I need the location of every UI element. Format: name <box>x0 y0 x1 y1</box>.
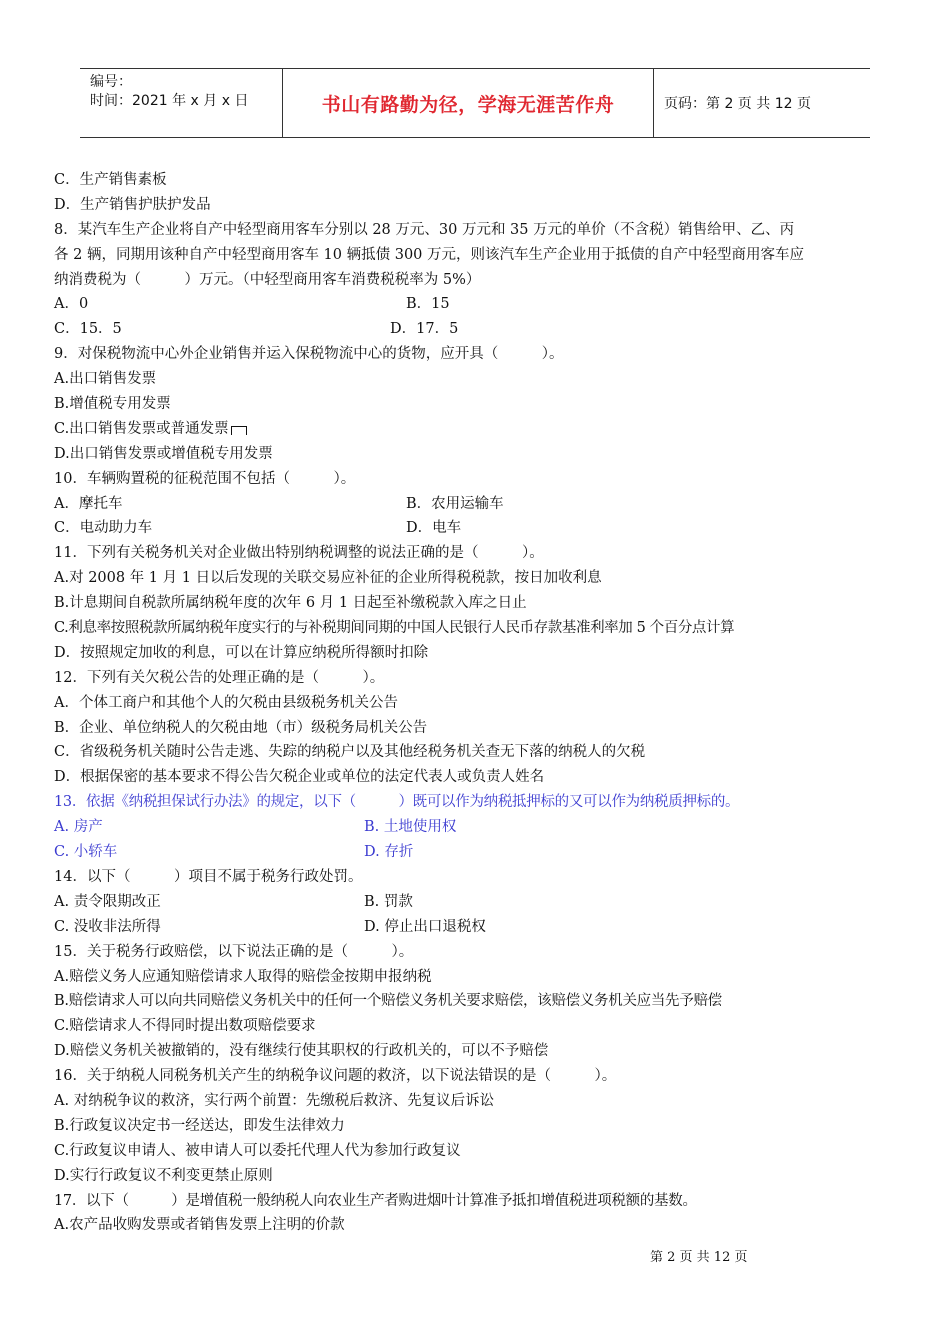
option: D.出口销售发票或增值税专用发票 <box>54 445 273 462</box>
option-row <box>54 317 914 342</box>
option: D．按照规定加收的利息，可以在计算应纳税所得额时扣除 <box>54 644 429 661</box>
option: D．根据保密的基本要求不得公告欠税企业或单位的法定代表人或负责人姓名 <box>54 769 545 786</box>
option: D．17．5 <box>390 321 459 338</box>
question-13-stem: 13．依据《纳税担保试行办法》的规定，以下（ ）既可以作为纳税抵押标的又可以作为纳税质押标的。 <box>54 794 740 811</box>
option-row <box>54 516 914 541</box>
option: C. 没收非法所得 <box>54 918 161 935</box>
question-14-stem: 14．以下（ ）项目不属于税务行政处罚。 <box>54 868 363 885</box>
option: A.农产品收购发票或者销售发票上注明的价款 <box>54 1217 345 1234</box>
text-line: 纳消费税为（ ）万元。（中轻型商用客车消费税税率为 5%） <box>54 271 481 288</box>
option: C．省级税务机关随时公告走逃、失踪的纳税户以及其他经税务机关查无下落的纳税人的欠税 <box>54 744 646 761</box>
option: C.利息率按照税款所属纳税年度实行的与补税期间同期的中国人民银行人民币存款基准利率加 5 个百分点计算 <box>54 620 735 637</box>
option: B.计息期间自税款所属纳税年度的次年 6 月 1 日起至补缴税款入库之日止 <box>54 595 527 612</box>
option <box>54 417 914 442</box>
option-row <box>54 815 914 840</box>
question-16-stem: 16．关于纳税人同税务机关产生的纳税争议问题的救济，以下说法错误的是（ ）。 <box>54 1068 617 1085</box>
option: B.行政复议决定书一经送达，即发生法律效力 <box>54 1117 345 1134</box>
text-line: D．生产销售护肤护发品 <box>54 196 211 213</box>
question-9-stem: 9．对保税物流中心外企业销售并运入保税物流中心的货物，应开具（ ）。 <box>54 346 564 363</box>
option-text: C.出口销售发票或普通发票 <box>54 420 229 437</box>
option-row <box>54 292 914 317</box>
option: D.实行行政复议不利变更禁止原则 <box>54 1167 273 1184</box>
option: B. 罚款 <box>364 893 413 910</box>
option: C．15．5 <box>54 321 122 338</box>
option: B.增值税专用发票 <box>54 396 171 413</box>
option: D. 存折 <box>364 844 414 861</box>
option: C.行政复议申请人、被申请人可以委托代理人代为参加行政复议 <box>54 1142 461 1159</box>
option: A.对 2008 年 1 月 1 日以后发现的关联交易应补征的企业所得税税款，按日加收利息 <box>54 570 602 587</box>
option: C.赔偿请求人不得同时提出数项赔偿要求 <box>54 1018 316 1035</box>
option: B.赔偿请求人可以向共同赔偿义务机关中的任何一个赔偿义务机关要求赔偿，该赔偿义务机关应当先予赔偿 <box>54 993 722 1010</box>
text-line: C．生产销售素板 <box>54 172 167 188</box>
question-17-stem: 17．以下（ ）是增值税一般纳税人向农业生产者购进烟叶计算准予抵扣增值税进项税额的基数。 <box>54 1192 697 1209</box>
option: A．0 <box>54 296 89 313</box>
option: A．摩托车 <box>54 495 123 512</box>
option: A. 责令限期改正 <box>54 893 161 910</box>
question-12-stem: 12．下列有关欠税公告的处理正确的是（ ）。 <box>54 669 385 686</box>
page-footer: 第 2 页 共 12 页 <box>650 1250 748 1265</box>
option: A．个体工商户和其他个人的欠税由县级税务机关公告 <box>54 694 398 711</box>
question-8-stem: 8．某汽车生产企业将自产中轻型商用客车分别以 28 万元、30 万元和 35 万元的单价（不含税）销售给甲、乙、丙 <box>54 221 795 238</box>
document-body <box>54 168 914 1238</box>
option: A.出口销售发票 <box>54 371 157 388</box>
option: B．农用运输车 <box>406 495 504 512</box>
option: B. 土地使用权 <box>364 819 457 836</box>
option: A. 对纳税争议的救济，实行两个前置：先缴税后救济、先复议后诉讼 <box>54 1092 495 1109</box>
header-motto: 书山有路勤为径，学海无涯苦作舟 <box>282 69 654 137</box>
header-meta <box>80 69 282 137</box>
document-number-label: 编号： <box>90 74 132 90</box>
option: B．15 <box>406 296 450 313</box>
option: D. 停止出口退税权 <box>364 918 486 935</box>
option-row <box>54 890 914 915</box>
document-time-label: 时间：2021 年 x 月 x 日 <box>90 93 249 109</box>
option: D.赔偿义务机关被撤销的，没有继续行使其职权的行政机关的，可以不予赔偿 <box>54 1043 549 1060</box>
page-header <box>80 68 870 138</box>
option-row <box>54 840 914 865</box>
option: A.赔偿义务人应通知赔偿请求人取得的赔偿金按期申报纳税 <box>54 968 432 985</box>
text-line: 各 2 辆，同期用该种自产中轻型商用客车 10 辆抵债 300 万元，则该汽车生产企业用于抵债的自产中轻型商用客车应 <box>54 246 805 263</box>
option-row <box>54 915 914 940</box>
option: A. 房产 <box>54 819 103 836</box>
option-row <box>54 492 914 517</box>
option: C. 小轿车 <box>54 844 118 861</box>
option: B．企业、单位纳税人的欠税由地（市）级税务局机关公告 <box>54 719 428 736</box>
header-page-label: 页码：第 2 页 共 12 页 <box>664 96 811 112</box>
question-15-stem: 15．关于税务行政赔偿，以下说法正确的是（ ）。 <box>54 943 414 960</box>
cursor-mark-icon <box>231 426 247 435</box>
option: D．电车 <box>406 520 462 537</box>
question-10-stem: 10．车辆购置税的征税范围不包括（ ）。 <box>54 470 356 487</box>
question-11-stem: 11．下列有关税务机关对企业做出特别纳税调整的说法正确的是（ ）。 <box>54 545 544 562</box>
option: C．电动助力车 <box>54 520 153 537</box>
